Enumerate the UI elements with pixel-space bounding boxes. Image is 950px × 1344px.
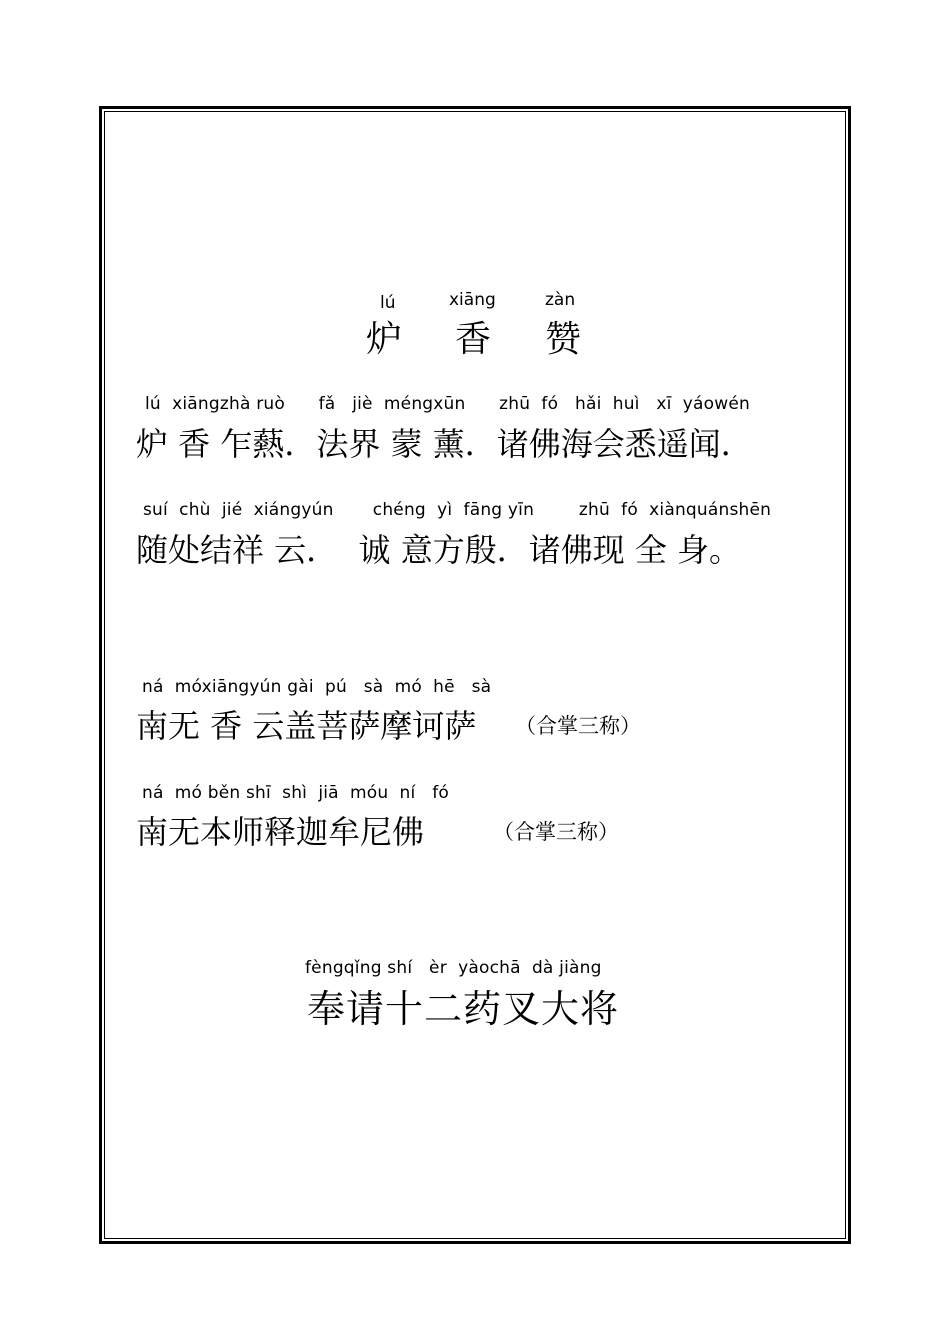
invocation-2-pinyin [142, 783, 449, 803]
pinyin-text: suí chù jié xiángyún chéng yì fāng yīn zhū fó xiànquánshēn [143, 500, 772, 520]
title-pinyin-3: zàn [545, 290, 576, 310]
title-char-1: 炉 [366, 319, 403, 360]
title-char-2: 香 [455, 319, 492, 360]
pinyin-text: fèngqǐng shí èr yàochā dà jiàng [305, 958, 602, 978]
closing-heading [307, 987, 619, 1031]
verse-line-1 [136, 424, 753, 464]
hanzi-text: 南无 香 云盖菩萨摩诃萨 [136, 707, 477, 745]
inner-border [104, 111, 846, 1239]
hanzi-text: 随处结祥 云． 诚 意方殷．诸佛现 全 身。 [136, 531, 742, 569]
invocation-1 [136, 706, 476, 746]
note-text: （合掌三称） [515, 714, 641, 738]
invocation-2-note [493, 818, 619, 846]
hanzi-text: 奉请十二药叉大将 [307, 987, 620, 1031]
title-pinyin-2: xiāng [449, 290, 496, 310]
title-pinyin-1: lú [380, 293, 396, 313]
hanzi-text: 南无本师释迦牟尼佛 [136, 813, 425, 851]
invocation-2 [136, 812, 424, 852]
note-text: （合掌三称） [493, 820, 619, 844]
verse-line-1-pinyin [145, 394, 750, 414]
closing-pinyin [305, 958, 602, 978]
invocation-1-pinyin [142, 677, 491, 697]
pinyin-text: lú xiāngzhà ruò fǎ jiè méngxūn zhū fó hǎi huì xī yáowén [145, 394, 751, 414]
verse-line-2-pinyin [143, 500, 771, 520]
verse-line-2 [136, 530, 741, 570]
pinyin-text: ná móxiāngyún gài pú sà mó hē sà [142, 677, 492, 697]
title-char-3: 赞 [545, 319, 582, 360]
invocation-1-note [515, 712, 641, 740]
hanzi-text: 炉 香 乍爇．法界 蒙 薰．诸佛海会悉遥闻． [136, 425, 753, 463]
pinyin-text: ná mó běn shī shì jiā móu ní fó [142, 783, 450, 803]
